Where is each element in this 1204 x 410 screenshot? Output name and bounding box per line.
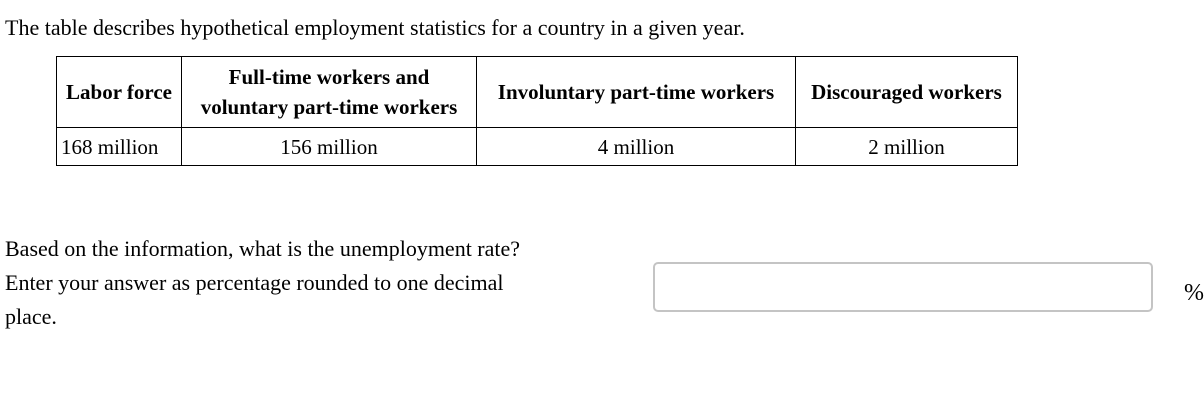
header-labor-force-text: Labor force bbox=[66, 80, 172, 104]
cell-discouraged-workers: 2 million bbox=[796, 128, 1018, 166]
unemployment-rate-answer-input[interactable] bbox=[653, 262, 1153, 312]
problem-intro: The table describes hypothetical employment statistics for a country in a given year. bbox=[5, 15, 745, 40]
employment-statistics-table bbox=[56, 56, 1018, 166]
table-row bbox=[57, 128, 1018, 166]
header-full-time-voluntary bbox=[182, 57, 477, 128]
header-involuntary-text: Involuntary part-time workers bbox=[497, 80, 775, 104]
table-header-row bbox=[57, 57, 1018, 128]
header-labor-force bbox=[57, 57, 182, 128]
cell-involuntary-part-time: 4 million bbox=[477, 128, 796, 166]
header-full-time-line1: Full-time workers and bbox=[228, 65, 430, 89]
question-line-2: Enter your answer as percentage rounded to one decimal bbox=[5, 270, 504, 295]
cell-full-time-voluntary: 156 million bbox=[182, 128, 477, 166]
cell-labor-force: 168 million bbox=[57, 128, 182, 166]
header-discouraged-workers bbox=[796, 57, 1018, 128]
header-discouraged-text: Discouraged workers bbox=[811, 80, 1002, 104]
question-text bbox=[5, 232, 585, 334]
header-involuntary-part-time bbox=[477, 57, 796, 128]
question-line-1: Based on the information, what is the unemployment rate? bbox=[5, 236, 521, 261]
percent-unit-label: % bbox=[1184, 280, 1204, 306]
question-line-3: place. bbox=[5, 304, 57, 329]
header-full-time-line2: voluntary part-time workers bbox=[200, 95, 458, 119]
